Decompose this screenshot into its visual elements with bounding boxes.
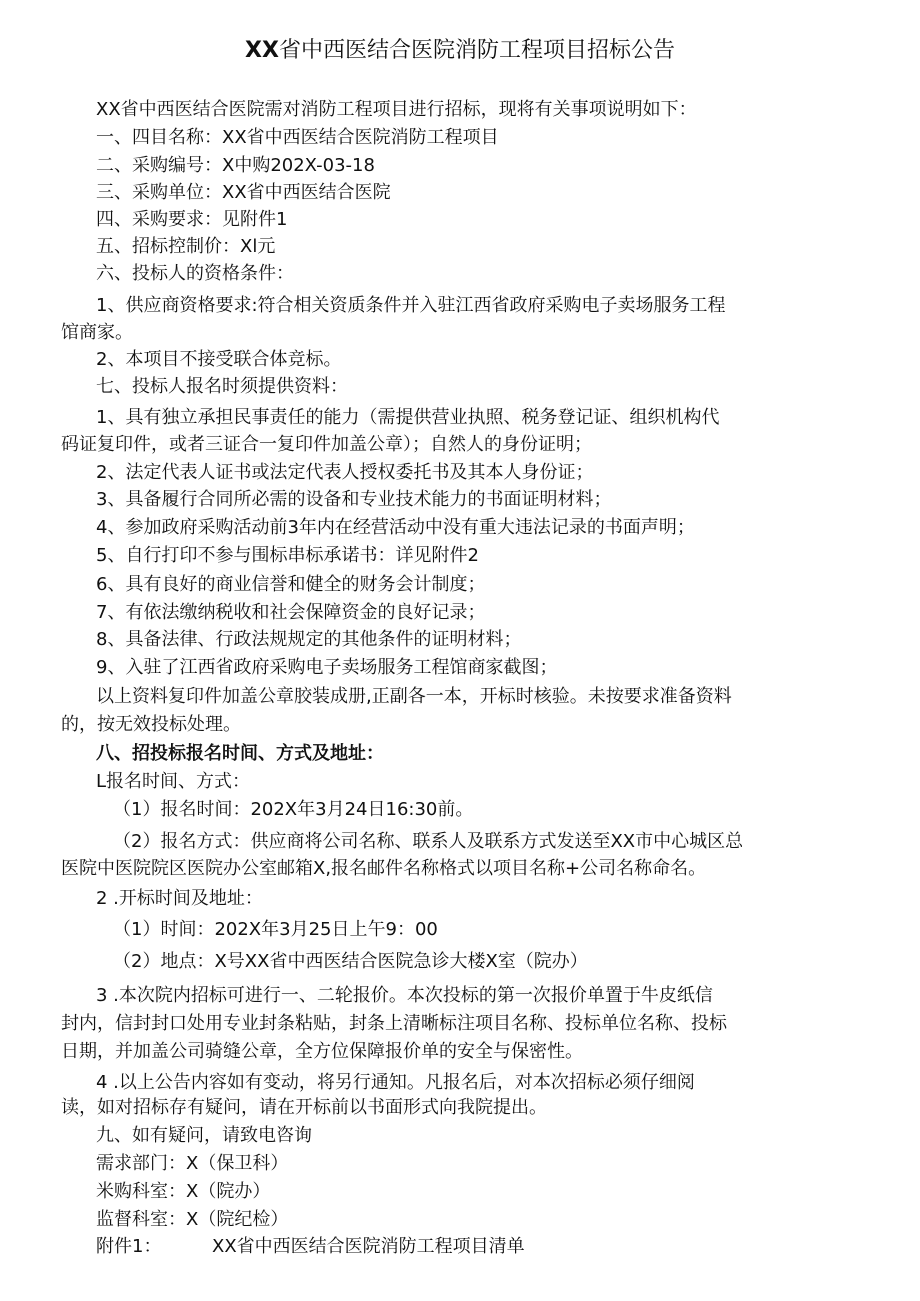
registration-time: （1）报名时间：202X年3月24日16:30前。 bbox=[113, 799, 474, 820]
quotation-line1: 3 .本次院内招标可进行一、二轮报价。本次投标的第一次报价单置于牛皮纸信 bbox=[96, 985, 713, 1006]
section-4: 四、采购要求：见附件1 bbox=[96, 209, 288, 230]
section-8-heading: 八、招投标报名时间、方式及地址： bbox=[96, 743, 384, 764]
material-1-line2: 码证复印件，或者三证合一复印件加盖公章）；自然人的身份证明； bbox=[61, 434, 592, 455]
opening-time: （1）时间：202X年3月25日上午9：00 bbox=[113, 919, 438, 940]
material-1-line1: 1、具有独立承担民事责任的能力（需提供营业执照、税务登记证、组织机构代 bbox=[96, 407, 720, 428]
title-prefix: XX bbox=[245, 38, 279, 63]
quotation-line3: 日期，并加盖公司骑缝公章，全方位保障报价单的安全与保密性。 bbox=[61, 1041, 583, 1062]
material-9: 9、入驻了江西省政府采购电子卖场服务工程馆商家截图； bbox=[96, 657, 558, 678]
opening-heading: 2 .开标时间及地址： bbox=[96, 888, 263, 909]
contact-demand-dept: 需求部门：X（保卫科） bbox=[96, 1153, 289, 1174]
qualification-1-line2: 馆商家。 bbox=[61, 322, 133, 343]
contact-supervision-dept: 监督科室：X（院纪检） bbox=[96, 1209, 289, 1230]
material-3: 3、具备履行合同所必需的设备和专业技术能力的书面证明材料； bbox=[96, 489, 612, 510]
intro-paragraph: XX省中西医结合医院需对消防工程项目进行招标，现将有关事项说明如下： bbox=[96, 99, 697, 120]
registration-method-line1: （2）报名方式：供应商将公司名称、联系人及联系方式发送至XX市中心城区总 bbox=[113, 831, 744, 852]
notice-change-line2: 读，如对招标存有疑问，请在开标前以书面形式向我院提出。 bbox=[61, 1097, 547, 1118]
section-6-heading: 六、投标人的资格条件： bbox=[96, 263, 294, 284]
material-note-line1: 以上资料复印件加盖公章胶装成册,正副各一本，开标时核验。未按要求准备资料 bbox=[96, 686, 732, 707]
registration-method-line2: 医院中医院院区医院办公室邮箱X,报名邮件名称格式以项目名称+公司名称命名。 bbox=[61, 858, 707, 879]
material-5: 5、自行打印不参与围标串标承诺书：详见附件2 bbox=[96, 545, 479, 566]
material-note-line2: 的，按无效投标处理。 bbox=[61, 714, 241, 735]
qualification-1-line1: 1、供应商资格要求:符合相关资质条件并入驻江西省政府采购电子卖场服务工程 bbox=[96, 295, 726, 316]
attachment-label: 附件1： bbox=[96, 1236, 162, 1257]
section-2: 二、采购编号：X中购202X-03-18 bbox=[96, 155, 375, 176]
material-8: 8、具备法律、行政法规规定的其他条件的证明材料； bbox=[96, 629, 522, 650]
material-4: 4、参加政府采购活动前3年内在经营活动中没有重大违法记录的书面声明； bbox=[96, 517, 695, 538]
section-3: 三、采购单位：XX省中西医结合医院 bbox=[96, 182, 391, 203]
material-6: 6、具有良好的商业信誉和健全的财务会计制度； bbox=[96, 574, 486, 595]
material-2: 2、法定代表人证书或法定代表人授权委托书及其本人身份证； bbox=[96, 462, 594, 483]
section-7-heading: 七、投标人报名时须提供资料： bbox=[96, 376, 348, 397]
section-1: 一、四目名称：XX省中西医结合医院消防工程项目 bbox=[96, 127, 499, 148]
page-title bbox=[0, 36, 920, 66]
qualification-2: 2、本项目不接受联合体竞标。 bbox=[96, 349, 342, 370]
attachment-title: XX省中西医结合医院消防工程项目清单 bbox=[212, 1236, 525, 1257]
notice-change-line1: 4 .以上公告内容如有变动，将另行通知。凡报名后，对本次招标必须仔细阅 bbox=[96, 1072, 695, 1093]
section-5: 五、招标控制价：Xl元 bbox=[96, 236, 276, 257]
section-9-heading: 九、如有疑问，请致电咨询 bbox=[96, 1125, 312, 1146]
registration-heading: L报名时间、方式： bbox=[96, 771, 251, 792]
material-7: 7、有依法缴纳税收和社会保障资金的良好记录； bbox=[96, 602, 486, 623]
title-text: 省中西医结合医院消防工程项目招标公告 bbox=[278, 38, 675, 63]
contact-procurement-dept: 米购科室：X（院办） bbox=[96, 1181, 271, 1202]
quotation-line2: 封内，信封封口处用专业封条粘贴，封条上清晰标注项目名称、投标单位名称、投标 bbox=[61, 1013, 727, 1034]
opening-location: （2）地点：X号XX省中西医结合医院急诊大楼X室（院办） bbox=[113, 951, 588, 972]
